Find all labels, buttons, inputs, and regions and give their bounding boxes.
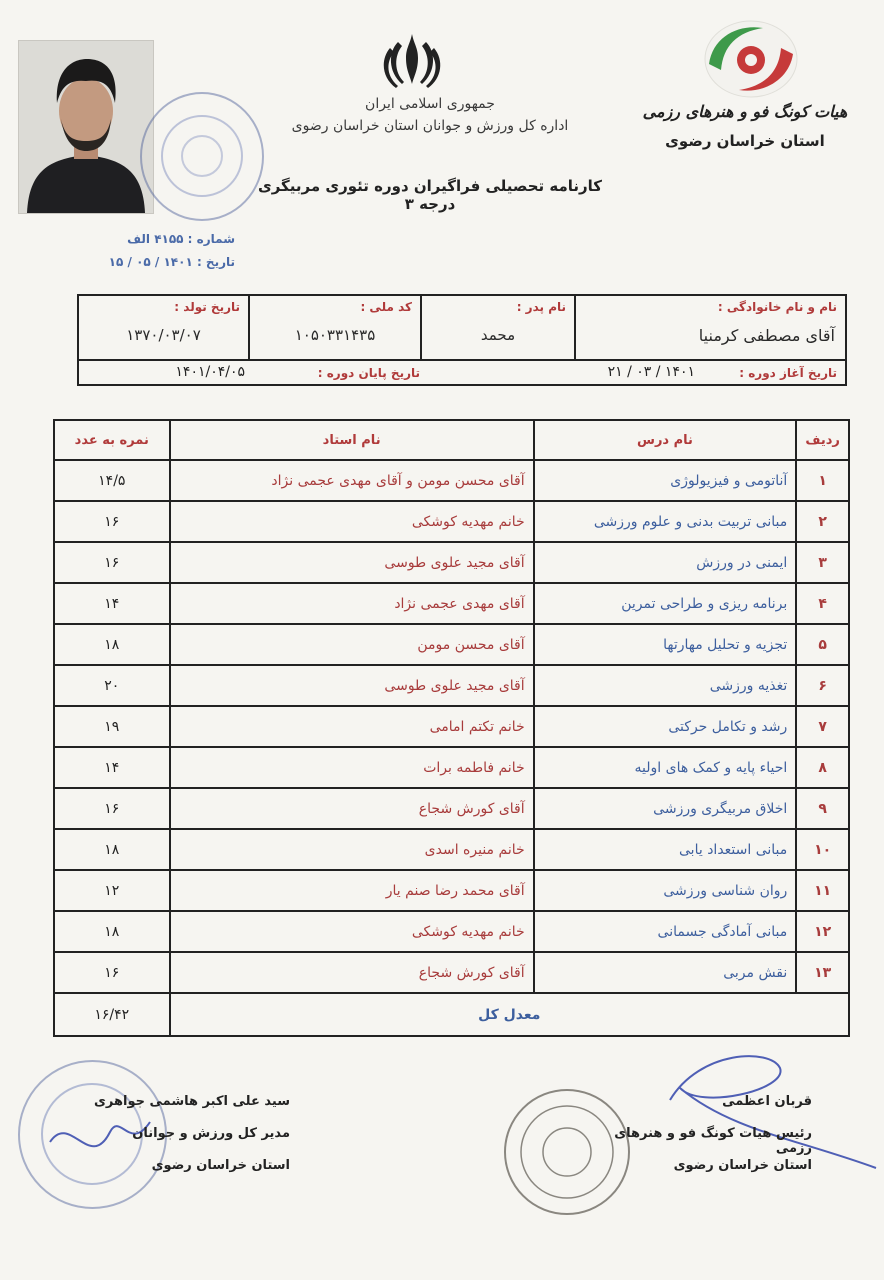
course-name: مبانی استعداد یابی bbox=[533, 830, 796, 871]
sports-office-name: اداره کل ورزش و جوانان استان خراسان رضوی bbox=[291, 118, 569, 134]
grade-value: ۱۶ bbox=[55, 502, 169, 543]
father-value: محمد bbox=[480, 326, 516, 344]
table-row bbox=[55, 789, 848, 830]
letter-number: شماره : ۴۱۵۵ الف bbox=[127, 232, 235, 246]
country-name: جمهوری اسلامی ایران bbox=[365, 96, 495, 112]
teacher-name: آقای کورش شجاع bbox=[169, 789, 533, 830]
row-number: ۱۲ bbox=[795, 912, 848, 953]
birth-label: تاریخ تولد : bbox=[174, 300, 240, 314]
table-row bbox=[55, 502, 848, 543]
row-number: ۵ bbox=[795, 625, 848, 666]
name-cell bbox=[574, 296, 845, 359]
teacher-name: آقای مهدی عجمی نژاد bbox=[169, 584, 533, 625]
row-number: ۳ bbox=[795, 543, 848, 584]
row-number: ۹ bbox=[795, 789, 848, 830]
row-number: ۴ bbox=[795, 584, 848, 625]
table-header-row bbox=[55, 421, 848, 461]
table-row bbox=[55, 871, 848, 912]
course-name: رشد و تکامل حرکتی bbox=[533, 707, 796, 748]
office-stamp-top bbox=[140, 92, 264, 221]
course-dates-row bbox=[79, 359, 845, 388]
name-value: آقای مصطفی کرمنیا bbox=[698, 326, 835, 345]
left-signer-title: مدیر کل ورزش و جوانان bbox=[132, 1126, 290, 1141]
course-name: نقش مربی bbox=[533, 953, 796, 994]
teacher-name: خانم مهدیه کوشکی bbox=[169, 912, 533, 953]
grade-value: ۱۶ bbox=[55, 543, 169, 584]
grade-value: ۱۸ bbox=[55, 830, 169, 871]
row-number: ۱۳ bbox=[795, 953, 848, 994]
course-name: تغذیه ورزشی bbox=[533, 666, 796, 707]
national-id-cell bbox=[248, 296, 420, 359]
teacher-name: خانم فاطمه برات bbox=[169, 748, 533, 789]
end-date-label: تاریخ پایان دوره : bbox=[317, 366, 420, 380]
teacher-name: آقای محمد رضا صنم یار bbox=[169, 871, 533, 912]
course-name: تجزیه و تحلیل مهارتها bbox=[533, 625, 796, 666]
left-signer-name: سید علی اکبر هاشمی جواهری bbox=[94, 1094, 290, 1109]
person-photo-icon bbox=[19, 41, 153, 213]
teacher-name: آقای کورش شجاع bbox=[169, 953, 533, 994]
grade-value: ۱۴ bbox=[55, 584, 169, 625]
table-row bbox=[55, 953, 848, 994]
federation-province: استان خراسان رضوی bbox=[665, 132, 825, 150]
table-row bbox=[55, 625, 848, 666]
letter-date: تاریخ : ۱۴۰۱ / ۰۵ / ۱۵ bbox=[108, 255, 235, 269]
right-signer-province: استان خراسان رضوی bbox=[673, 1158, 812, 1173]
header-num: ردیف bbox=[795, 421, 848, 461]
teacher-name: خانم مهدیه کوشکی bbox=[169, 502, 533, 543]
course-name: آناتومی و فیزیولوژی bbox=[533, 461, 796, 502]
course-name: روان شناسی ورزشی bbox=[533, 871, 796, 912]
table-row bbox=[55, 830, 848, 871]
national-id-label: کد ملی : bbox=[360, 300, 412, 314]
right-signer-name: قربان اعظمی bbox=[722, 1094, 812, 1109]
end-date-value: ۱۴۰۱/۰۴/۰۵ bbox=[175, 364, 245, 380]
course-name: احیاء پایه و کمک های اولیه bbox=[533, 748, 796, 789]
grade-value: ۱۴/۵ bbox=[55, 461, 169, 502]
grade-value: ۱۹ bbox=[55, 707, 169, 748]
row-number: ۲ bbox=[795, 502, 848, 543]
average-label: معدل کل bbox=[169, 994, 848, 1035]
header-course: نام درس bbox=[533, 421, 796, 461]
header-teacher: نام استاد bbox=[169, 421, 533, 461]
table-row bbox=[55, 912, 848, 953]
row-number: ۱۱ bbox=[795, 871, 848, 912]
document-title: کارنامه تحصیلی فراگیران دوره تئوری مربیگری درجه ۳ bbox=[257, 177, 603, 213]
start-date-value: ۱۴۰۱ / ۰۳ / ۲۱ bbox=[607, 364, 695, 380]
teacher-name: آقای مجید علوی طوسی bbox=[169, 666, 533, 707]
average-row bbox=[55, 994, 848, 1035]
course-name: مبانی آمادگی جسمانی bbox=[533, 912, 796, 953]
grade-value: ۱۶ bbox=[55, 953, 169, 994]
birth-value: ۱۳۷۰/۰۳/۰۷ bbox=[126, 326, 201, 344]
table-row bbox=[55, 707, 848, 748]
student-photo bbox=[18, 40, 154, 214]
row-number: ۷ bbox=[795, 707, 848, 748]
table-row bbox=[55, 461, 848, 502]
grade-value: ۲۰ bbox=[55, 666, 169, 707]
row-number: ۱۰ bbox=[795, 830, 848, 871]
teacher-name: خانم منیره اسدی bbox=[169, 830, 533, 871]
iran-emblem-icon bbox=[380, 30, 444, 92]
national-id-value: ۱۰۵۰۳۳۱۴۳۵ bbox=[294, 326, 376, 344]
stamp-ring-icon bbox=[142, 94, 262, 219]
grade-value: ۱۸ bbox=[55, 912, 169, 953]
right-signer-title: رئیس هیات کونگ فو و هنرهای رزمی bbox=[614, 1126, 812, 1156]
birth-cell bbox=[79, 296, 248, 359]
federation-name: هیات کونگ فو و هنرهای رزمی bbox=[642, 102, 848, 121]
row-number: ۱ bbox=[795, 461, 848, 502]
course-name: برنامه ریزی و طراحی تمرین bbox=[533, 584, 796, 625]
row-number: ۶ bbox=[795, 666, 848, 707]
teacher-name: خانم تکتم امامی bbox=[169, 707, 533, 748]
grade-value: ۱۴ bbox=[55, 748, 169, 789]
teacher-name: آقای محسن مومن bbox=[169, 625, 533, 666]
row-number: ۸ bbox=[795, 748, 848, 789]
table-row bbox=[55, 584, 848, 625]
table-row bbox=[55, 543, 848, 584]
average-value: ۱۶/۴۲ bbox=[94, 1006, 130, 1023]
federation-logo-icon bbox=[703, 18, 799, 100]
left-signer-province: استان خراسان رضوی bbox=[151, 1158, 290, 1173]
name-label: نام و نام خانوادگی : bbox=[717, 300, 837, 314]
header-grade: نمره به عدد bbox=[55, 421, 169, 461]
course-name: اخلاق مربیگری ورزشی bbox=[533, 789, 796, 830]
father-label: نام پدر : bbox=[516, 300, 566, 314]
grade-value: ۱۲ bbox=[55, 871, 169, 912]
teacher-name: آقای مجید علوی طوسی bbox=[169, 543, 533, 584]
grade-value: ۱۸ bbox=[55, 625, 169, 666]
teacher-name: آقای محسن مومن و آقای مهدی عجمی نژاد bbox=[169, 461, 533, 502]
course-name: ایمنی در ورزش bbox=[533, 543, 796, 584]
course-name: مبانی تربیت بدنی و علوم ورزشی bbox=[533, 502, 796, 543]
table-row bbox=[55, 748, 848, 789]
start-date-label: تاریخ آغاز دوره : bbox=[739, 366, 837, 380]
grade-value: ۱۶ bbox=[55, 789, 169, 830]
father-cell bbox=[420, 296, 574, 359]
grades-table bbox=[53, 419, 850, 1037]
table-row bbox=[55, 666, 848, 707]
student-info-box bbox=[77, 294, 847, 386]
